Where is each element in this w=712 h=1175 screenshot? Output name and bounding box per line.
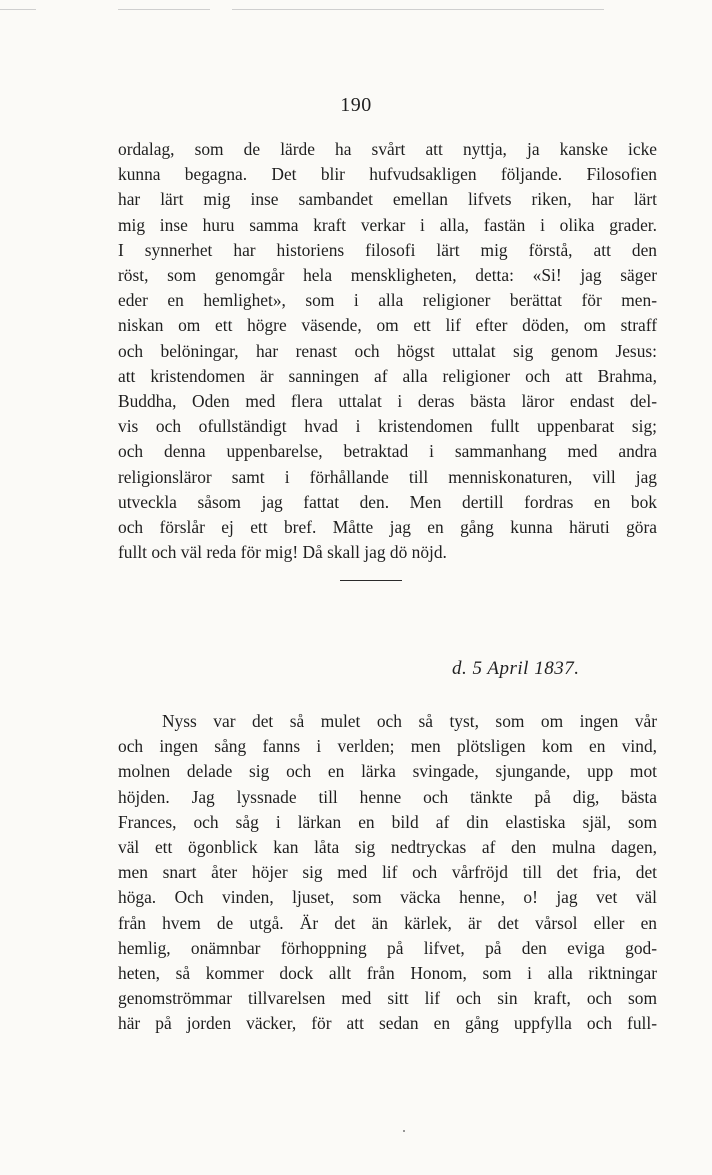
top-edge-rule-left: [0, 9, 36, 10]
text-line: hemlig, onämnbar förhoppning på lifvet, på den eviga god-: [118, 937, 657, 958]
text-line: från hvem de utgå. Är det än kärlek, är det vårsol eller en: [118, 912, 657, 933]
text-line: och ingen sång fanns i verlden; men plötsligen kom en vind,: [118, 736, 657, 757]
text-line: och belöningar, har renast och högst uttalat sig genom Jesus:: [118, 340, 657, 361]
paragraph-new-letter: [118, 709, 657, 1037]
text-line: fullt och väl reda för mig! Då skall jag dö nöjd.: [118, 542, 447, 563]
text-line: Nyss var det så mulet och så tyst, som om ingen vår: [162, 711, 657, 731]
text-line: här på jorden väcker, för att sedan en gång uppfylla och full-: [118, 1013, 657, 1034]
text-line: väl ett ögonblick kan låta sig nedtryckas af den mulna dagen,: [118, 837, 657, 858]
text-line: Buddha, Oden med flera uttalat i deras bästa läror endast del-: [118, 391, 657, 412]
text-line: heten, så kommer dock allt från Honom, som i alla riktningar: [118, 963, 657, 984]
text-line: niskan om ett högre väsende, om ett lif efter döden, om straff: [118, 315, 657, 336]
text-line: men snart åter höjer sig med lif och vårfröjd till det fria, det: [118, 862, 657, 883]
text-line: genomströmmar tillvarelsen med sitt lif och sin kraft, och som: [118, 988, 657, 1009]
text-line: Frances, och såg i lärkan en bild af din elastiska själ, som: [118, 811, 657, 832]
text-line: höjden. Jag lyssnade till henne och tänkte på dig, bästa: [118, 786, 657, 807]
top-edge-rule-middle: [118, 9, 210, 10]
page-number: 190: [340, 94, 372, 116]
text-line: mig inse huru samma kraft verkar i alla, fastän i olika grader.: [118, 214, 657, 235]
section-separator-rule: [340, 580, 402, 581]
text-line: höga. Och vinden, ljuset, som väcka henne, o! jag vet väl: [118, 887, 657, 908]
text-line: eder en hemlighet», som i alla religioner berättat för men-: [118, 290, 657, 311]
text-line: religionsläror samt i förhållande till menniskonaturen, vill jag: [118, 466, 657, 487]
text-line: har lärt mig inse sambandet emellan lifvets riken, har lärt: [118, 189, 657, 210]
text-line: och förslår ej ett bref. Måtte jag en gång kunna häruti göra: [118, 517, 657, 538]
paper-speck: [403, 1130, 405, 1132]
text-line: och denna uppenbarelse, betraktad i sammanhang med andra: [118, 441, 657, 462]
text-line: kunna begagna. Det blir hufvudsakligen följande. Filosofien: [118, 164, 657, 185]
text-line: vis och ofullständigt hvad i kristendomen fullt uppenbarat sig;: [118, 416, 657, 437]
text-line: I synnerhet har historiens filosofi lärt mig förstå, att den: [118, 239, 657, 260]
text-line: ordalag, som de lärde ha svårt att nyttja, ja kanske icke: [118, 139, 657, 159]
text-line: molnen delade sig och en lärka svingade, sjungande, upp mot: [118, 761, 657, 782]
text-line: utveckla såsom jag fattat den. Men dertill fordras en bok: [118, 491, 657, 512]
letter-dateline: d. 5 April 1837.: [452, 658, 580, 679]
text-line: röst, som genomgår hela menskligheten, detta: «Si! jag säger: [118, 265, 657, 286]
top-edge-rule-right: [232, 9, 604, 10]
paragraph-letter-continuation: [118, 137, 657, 565]
text-line: att kristendomen är sanningen af alla religioner och att Brahma,: [118, 365, 657, 386]
